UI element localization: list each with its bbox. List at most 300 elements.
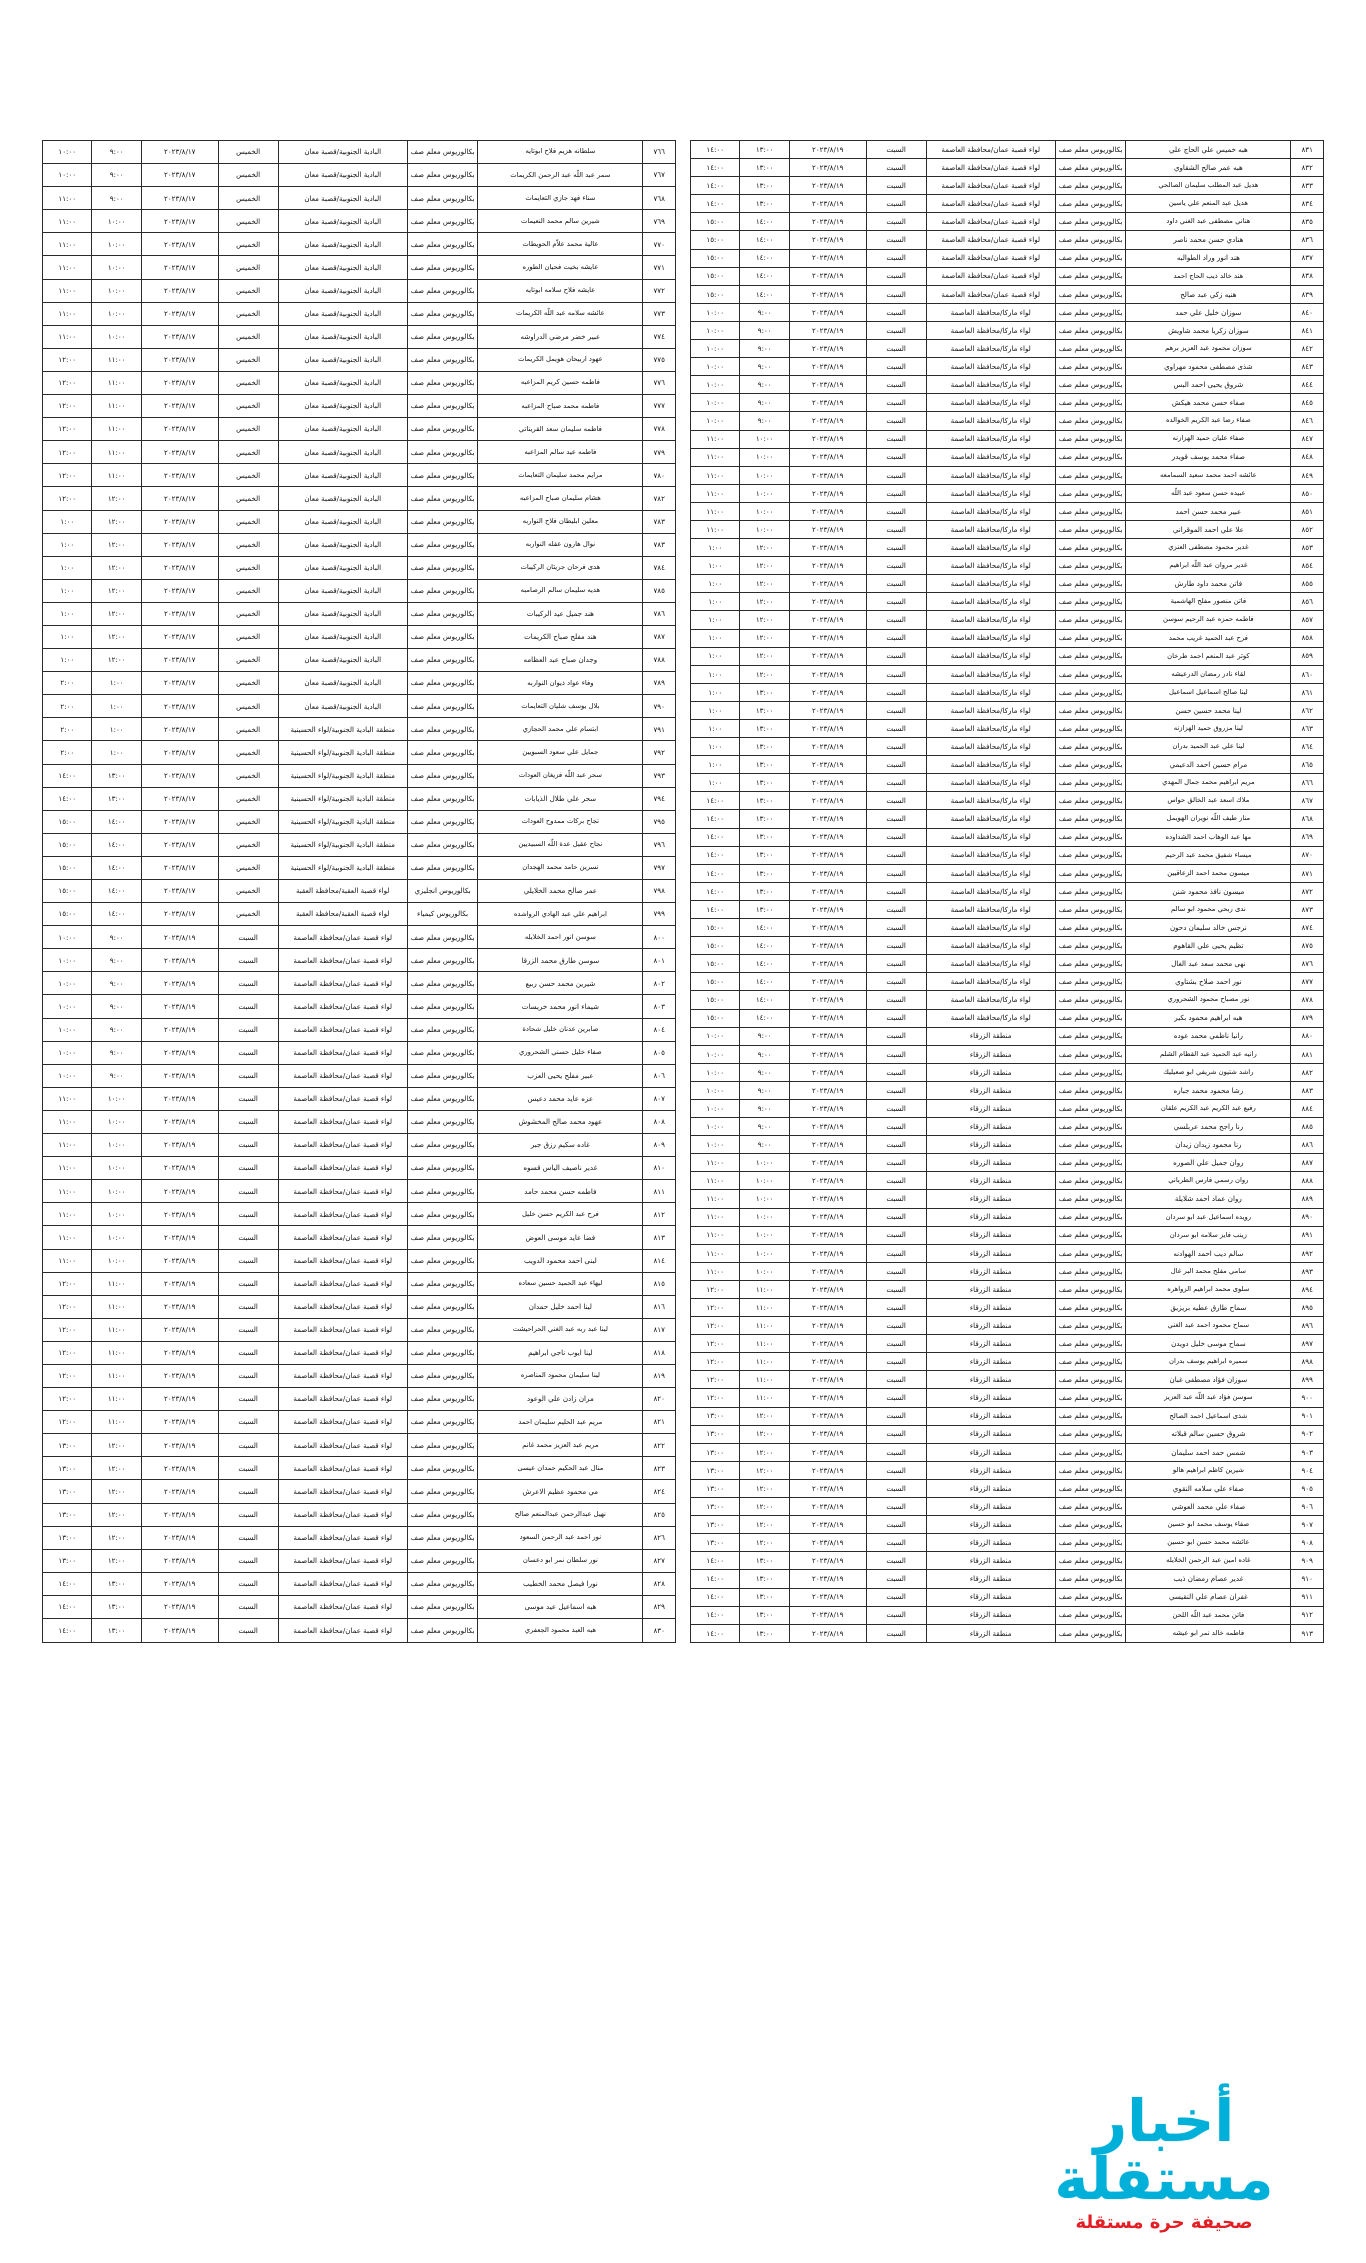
table-row bbox=[691, 937, 1324, 955]
cell-cert: بكالوريوس معلم صف bbox=[1055, 1208, 1125, 1226]
table-row bbox=[43, 464, 676, 487]
cell-name: روان رسمي فارس الطرباني bbox=[1126, 1172, 1291, 1190]
cell-t1: ١:٠٠ bbox=[691, 756, 740, 774]
cell-t2: ١٢:٠٠ bbox=[740, 647, 789, 665]
cell-cert: بكالوريوس معلم صف bbox=[1055, 828, 1125, 846]
cell-date: ٢٠٢٣/٨/١٩ bbox=[789, 882, 866, 900]
cell-dir: لواء قصبة العقبة/محافظة العقبة bbox=[278, 903, 407, 926]
cell-t2: ١٢:٠٠ bbox=[740, 1443, 789, 1461]
table-row bbox=[691, 1262, 1324, 1280]
cell-t2: ١٤:٠٠ bbox=[740, 231, 789, 249]
cell-cert: بكالوريوس معلم صف bbox=[407, 995, 477, 1018]
cell-cert: بكالوريوس معلم صف bbox=[1055, 973, 1125, 991]
cell-no: ٧٧٠ bbox=[643, 233, 676, 256]
cell-day: الخميس bbox=[218, 325, 278, 348]
table-row bbox=[691, 557, 1324, 575]
cell-cert: بكالوريوس معلم صف bbox=[1055, 1317, 1125, 1335]
cell-t1: ١١:٠٠ bbox=[691, 1208, 740, 1226]
cell-date: ٢٠٢٣/٨/١٩ bbox=[789, 937, 866, 955]
table-row bbox=[691, 1516, 1324, 1534]
cell-dir: منطقة الزرقاء bbox=[926, 1190, 1055, 1208]
cell-no: ٧٨٢ bbox=[643, 487, 676, 510]
table-row bbox=[43, 949, 676, 972]
cell-cert: بكالوريوس معلم صف bbox=[407, 141, 477, 164]
cell-no: ٧٩٣ bbox=[643, 764, 676, 787]
cell-dir: لواء ماركا/محافظة العاصمة bbox=[926, 448, 1055, 466]
cell-no: ٨٦٣ bbox=[1291, 720, 1324, 738]
cell-cert: بكالوريوس معلم صف bbox=[407, 487, 477, 510]
cell-day: السبت bbox=[866, 1588, 926, 1606]
cell-day: الخميس bbox=[218, 256, 278, 279]
cell-day: الخميس bbox=[218, 672, 278, 695]
cell-cert: بكالوريوس معلم صف bbox=[407, 187, 477, 210]
cell-t2: ١٠:٠٠ bbox=[740, 1172, 789, 1190]
cell-no: ٧٧٣ bbox=[643, 302, 676, 325]
cell-t1: ١٤:٠٠ bbox=[691, 1588, 740, 1606]
cell-name: غدير محمود مصطفى العنزي bbox=[1126, 539, 1291, 557]
cell-day: السبت bbox=[866, 1244, 926, 1262]
cell-t1: ١١:٠٠ bbox=[691, 1244, 740, 1262]
cell-t1: ١٠:٠٠ bbox=[691, 340, 740, 358]
cell-cert: بكالوريوس معلم صف bbox=[407, 233, 477, 256]
cell-no: ٩٠٥ bbox=[1291, 1479, 1324, 1497]
cell-t2: ٩:٠٠ bbox=[92, 164, 141, 187]
cell-t2: ١١:٠٠ bbox=[92, 1388, 141, 1411]
cell-day: السبت bbox=[218, 1018, 278, 1041]
cell-no: ٨٧١ bbox=[1291, 864, 1324, 882]
cell-t1: ١١:٠٠ bbox=[691, 1262, 740, 1280]
cell-t2: ١٢:٠٠ bbox=[740, 1479, 789, 1497]
table-row bbox=[691, 303, 1324, 321]
cell-t1: ١١:٠٠ bbox=[691, 1172, 740, 1190]
cell-dir: لواء قصبة عمان/محافظة العاصمة bbox=[926, 267, 1055, 285]
cell-cert: بكالوريوس معلم صف bbox=[407, 533, 477, 556]
cell-t2: ١٠:٠٠ bbox=[92, 1157, 141, 1180]
cell-cert: بكالوريوس معلم صف bbox=[1055, 882, 1125, 900]
cell-name: رويده اسماعيل عبد ابو سردان bbox=[1126, 1208, 1291, 1226]
cell-date: ٢٠٢٣/٨/١٩ bbox=[789, 683, 866, 701]
table-row bbox=[43, 556, 676, 579]
cell-dir: منطقة الزرقاء bbox=[926, 1226, 1055, 1244]
cell-dir: منطقة الزرقاء bbox=[926, 1335, 1055, 1353]
cell-t1: ١٣:٠٠ bbox=[691, 1461, 740, 1479]
cell-t1: ١:٠٠ bbox=[691, 647, 740, 665]
cell-cert: بكالوريوس معلم صف bbox=[1055, 412, 1125, 430]
table-row bbox=[691, 141, 1324, 159]
cell-date: ٢٠٢٣/٨/١٩ bbox=[141, 1041, 218, 1064]
cell-cert: بكالوريوس معلم صف bbox=[1055, 502, 1125, 520]
cell-cert: بكالوريوس معلم صف bbox=[407, 1087, 477, 1110]
cell-t1: ١٢:٠٠ bbox=[691, 1389, 740, 1407]
cell-date: ٢٠٢٣/٨/١٩ bbox=[141, 1226, 218, 1249]
cell-no: ٨٢٧ bbox=[643, 1549, 676, 1572]
cell-t2: ١٤:٠٠ bbox=[92, 856, 141, 879]
cell-no: ٨٣٨ bbox=[1291, 267, 1324, 285]
cell-cert: بكالوريوس معلم صف bbox=[407, 718, 477, 741]
cell-date: ٢٠٢٣/٨/١٧ bbox=[141, 441, 218, 464]
cell-cert: بكالوريوس معلم صف bbox=[407, 833, 477, 856]
table-row bbox=[691, 1317, 1324, 1335]
cell-day: السبت bbox=[866, 1335, 926, 1353]
cell-dir: البادية الجنوبية/قصبة معان bbox=[278, 164, 407, 187]
cell-date: ٢٠٢٣/٨/١٩ bbox=[789, 955, 866, 973]
cell-t1: ١٤:٠٠ bbox=[691, 810, 740, 828]
cell-date: ٢٠٢٣/٨/١٩ bbox=[141, 1388, 218, 1411]
cell-t2: ١٣:٠٠ bbox=[740, 864, 789, 882]
cell-dir: منطقة الزرقاء bbox=[926, 1407, 1055, 1425]
table-row bbox=[43, 1318, 676, 1341]
table-row bbox=[43, 1572, 676, 1595]
table-row bbox=[43, 141, 676, 164]
cell-no: ٨٦٤ bbox=[1291, 738, 1324, 756]
cell-day: السبت bbox=[218, 1595, 278, 1618]
cell-dir: منطقة الزرقاء bbox=[926, 1425, 1055, 1443]
cell-t1: ١٠:٠٠ bbox=[691, 1118, 740, 1136]
cell-date: ٢٠٢٣/٨/١٧ bbox=[141, 556, 218, 579]
table-row bbox=[43, 533, 676, 556]
cell-name: هدى فرحان جريثان الركيبات bbox=[478, 556, 643, 579]
cell-t1: ١٠:٠٠ bbox=[691, 412, 740, 430]
cell-t1: ١٤:٠٠ bbox=[691, 195, 740, 213]
cell-t2: ١٠:٠٠ bbox=[92, 302, 141, 325]
cell-day: السبت bbox=[866, 1208, 926, 1226]
cell-day: الخميس bbox=[218, 164, 278, 187]
table-row bbox=[691, 828, 1324, 846]
cell-date: ٢٠٢٣/٨/١٩ bbox=[789, 629, 866, 647]
cell-date: ٢٠٢٣/٨/١٩ bbox=[789, 720, 866, 738]
cell-t1: ١٣:٠٠ bbox=[43, 1457, 92, 1480]
cell-no: ٨١٥ bbox=[643, 1272, 676, 1295]
cell-cert: بكالوريوس معلم صف bbox=[407, 1157, 477, 1180]
cell-cert: بكالوريوس معلم صف bbox=[407, 672, 477, 695]
cell-name: فاطمه عيد سالم المزاعبه bbox=[478, 441, 643, 464]
cell-date: ٢٠٢٣/٨/١٧ bbox=[141, 718, 218, 741]
cell-date: ٢٠٢٣/٨/١٩ bbox=[789, 1588, 866, 1606]
cell-cert: بكالوريوس معلم صف bbox=[407, 371, 477, 394]
table-row bbox=[43, 787, 676, 810]
cell-day: السبت bbox=[866, 756, 926, 774]
cell-cert: بكالوريوس معلم صف bbox=[1055, 937, 1125, 955]
cell-dir: لواء قصبة عمان/محافظة العاصمة bbox=[278, 1157, 407, 1180]
cell-cert: بكالوريوس معلم صف bbox=[1055, 1063, 1125, 1081]
cell-dir: لواء ماركا/محافظة العاصمة bbox=[926, 919, 1055, 937]
cell-name: عبير محمد حسن احمد bbox=[1126, 502, 1291, 520]
cell-day: السبت bbox=[866, 937, 926, 955]
cell-date: ٢٠٢٣/٨/١٩ bbox=[789, 647, 866, 665]
cell-t1: ١٥:٠٠ bbox=[691, 213, 740, 231]
cell-dir: لواء ماركا/محافظة العاصمة bbox=[926, 557, 1055, 575]
cell-cert: بكالوريوس معلم صف bbox=[1055, 1081, 1125, 1099]
cell-day: السبت bbox=[866, 919, 926, 937]
cell-no: ٧٨٧ bbox=[643, 625, 676, 648]
cell-cert: بكالوريوس معلم صف bbox=[407, 625, 477, 648]
table-row bbox=[691, 394, 1324, 412]
cell-cert: بكالوريوس معلم صف bbox=[407, 972, 477, 995]
cell-no: ٧٩١ bbox=[643, 718, 676, 741]
table-row bbox=[43, 441, 676, 464]
cell-name: ابتسام علي محمد الحجازي bbox=[478, 718, 643, 741]
cell-dir: لواء ماركا/محافظة العاصمة bbox=[926, 321, 1055, 339]
cell-date: ٢٠٢٣/٨/١٧ bbox=[141, 880, 218, 903]
table-row bbox=[43, 1295, 676, 1318]
cell-t1: ١٠:٠٠ bbox=[43, 1041, 92, 1064]
table-row bbox=[43, 1341, 676, 1364]
cell-dir: منطقة الزرقاء bbox=[926, 1443, 1055, 1461]
table-row bbox=[691, 1099, 1324, 1117]
cell-name: شذى مصطفى محمود مهراوي bbox=[1126, 358, 1291, 376]
table-row bbox=[691, 539, 1324, 557]
cell-dir: البادية الجنوبية/قصبة معان bbox=[278, 325, 407, 348]
cell-no: ٧٨٥ bbox=[643, 579, 676, 602]
cell-t1: ١٤:٠٠ bbox=[691, 792, 740, 810]
cell-t1: ١٠:٠٠ bbox=[691, 358, 740, 376]
cell-day: السبت bbox=[866, 195, 926, 213]
cell-cert: بكالوريوس معلم صف bbox=[407, 1526, 477, 1549]
cell-cert: بكالوريوس معلم صف bbox=[1055, 738, 1125, 756]
cell-cert: بكالوريوس معلم صف bbox=[407, 1064, 477, 1087]
cell-day: السبت bbox=[866, 1063, 926, 1081]
cell-cert: بكالوريوس معلم صف bbox=[407, 787, 477, 810]
cell-dir: لواء ماركا/محافظة العاصمة bbox=[926, 738, 1055, 756]
cell-day: السبت bbox=[866, 1425, 926, 1443]
cell-date: ٢٠٢٣/٨/١٩ bbox=[141, 1295, 218, 1318]
cell-date: ٢٠٢٣/٨/١٧ bbox=[141, 810, 218, 833]
cell-day: السبت bbox=[866, 647, 926, 665]
cell-cert: بكالوريوس معلم صف bbox=[407, 441, 477, 464]
cell-dir: لواء ماركا/محافظة العاصمة bbox=[926, 629, 1055, 647]
cell-t2: ١٠:٠٠ bbox=[92, 1180, 141, 1203]
cell-t1: ١٤:٠٠ bbox=[43, 1595, 92, 1618]
cell-no: ٩٠٣ bbox=[1291, 1443, 1324, 1461]
cell-cert: بكالوريوس معلم صف bbox=[1055, 466, 1125, 484]
cell-date: ٢٠٢٣/٨/١٧ bbox=[141, 348, 218, 371]
cell-date: ٢٠٢٣/٨/١٩ bbox=[141, 1064, 218, 1087]
cell-dir: البادية الجنوبية/قصبة معان bbox=[278, 141, 407, 164]
cell-date: ٢٠٢٣/٨/١٩ bbox=[789, 774, 866, 792]
cell-name: فضا عايد موسى العوض bbox=[478, 1226, 643, 1249]
cell-dir: لواء قصبة عمان/محافظة العاصمة bbox=[278, 1018, 407, 1041]
cell-date: ٢٠٢٣/٨/١٩ bbox=[789, 557, 866, 575]
cell-no: ٨٤٠ bbox=[1291, 303, 1324, 321]
cell-cert: بكالوريوس معلم صف bbox=[407, 1411, 477, 1434]
cell-dir: منطقة الزرقاء bbox=[926, 1280, 1055, 1298]
cell-dir: لواء قصبة عمان/محافظة العاصمة bbox=[926, 195, 1055, 213]
cell-day: السبت bbox=[866, 991, 926, 1009]
cell-name: منال عبد الحكيم حمدان عيسى bbox=[478, 1457, 643, 1480]
cell-date: ٢٠٢٣/٨/١٩ bbox=[789, 1534, 866, 1552]
cell-t1: ١٠:٠٠ bbox=[43, 141, 92, 164]
cell-name: راشد شتيون شريفي ابو صعيليك bbox=[1126, 1063, 1291, 1081]
cell-dir: منطقة الزرقاء bbox=[926, 1136, 1055, 1154]
cell-t1: ١٢:٠٠ bbox=[43, 371, 92, 394]
cell-day: السبت bbox=[218, 1203, 278, 1226]
cell-date: ٢٠٢٣/٨/١٩ bbox=[789, 1552, 866, 1570]
cell-t2: ٩:٠٠ bbox=[740, 1099, 789, 1117]
cell-no: ٨٢٥ bbox=[643, 1503, 676, 1526]
cell-day: السبت bbox=[866, 973, 926, 991]
cell-date: ٢٠٢٣/٨/١٩ bbox=[789, 1371, 866, 1389]
cell-no: ٨١٢ bbox=[643, 1203, 676, 1226]
cell-no: ٨٣١ bbox=[1291, 141, 1324, 159]
cell-day: السبت bbox=[866, 321, 926, 339]
cell-cert: بكالوريوس معلم صف bbox=[1055, 1353, 1125, 1371]
cell-dir: لواء قصبة عمان/محافظة العاصمة bbox=[278, 972, 407, 995]
cell-name: رنا راجح محمد عربلسي bbox=[1126, 1118, 1291, 1136]
cell-date: ٢٠٢٣/٨/١٩ bbox=[789, 303, 866, 321]
cell-no: ٨٠٩ bbox=[643, 1134, 676, 1157]
cell-cert: بكالوريوس معلم صف bbox=[1055, 557, 1125, 575]
cell-t1: ١٤:٠٠ bbox=[43, 1619, 92, 1643]
cell-dir: لواء قصبة عمان/محافظة العاصمة bbox=[278, 1041, 407, 1064]
cell-t1: ١:٠٠ bbox=[691, 593, 740, 611]
cell-t1: ١٠:٠٠ bbox=[43, 972, 92, 995]
cell-cert: بكالوريوس معلم صف bbox=[1055, 864, 1125, 882]
cell-day: السبت bbox=[866, 629, 926, 647]
cell-date: ٢٠٢٣/٨/١٩ bbox=[789, 159, 866, 177]
cell-name: تظيم يحيى علي القاهوم bbox=[1126, 937, 1291, 955]
cell-cert: بكالوريوس معلم صف bbox=[1055, 285, 1125, 303]
cell-name: نوال هارون عقله النواربه bbox=[478, 533, 643, 556]
cell-cert: بكالوريوس معلم صف bbox=[407, 1226, 477, 1249]
cell-date: ٢٠٢٣/٨/١٧ bbox=[141, 487, 218, 510]
cell-date: ٢٠٢٣/٨/١٩ bbox=[141, 1249, 218, 1272]
cell-no: ٨٥٣ bbox=[1291, 539, 1324, 557]
table-row bbox=[691, 575, 1324, 593]
cell-no: ٨٩٢ bbox=[1291, 1244, 1324, 1262]
cell-no: ٨٧٢ bbox=[1291, 882, 1324, 900]
cell-no: ٧٧١ bbox=[643, 256, 676, 279]
cell-t2: ١٤:٠٠ bbox=[740, 267, 789, 285]
cell-name: وفاء عواد ذيوان النواربه bbox=[478, 672, 643, 695]
cell-t2: ٩:٠٠ bbox=[92, 926, 141, 949]
cell-t1: ١:٠٠ bbox=[691, 683, 740, 701]
cell-t2: ١٢:٠٠ bbox=[92, 625, 141, 648]
cell-dir: لواء قصبة عمان/محافظة العاصمة bbox=[278, 1572, 407, 1595]
cell-dir: لواء ماركا/محافظة العاصمة bbox=[926, 593, 1055, 611]
cell-no: ٧٨٨ bbox=[643, 649, 676, 672]
cell-t2: ١١:٠٠ bbox=[92, 371, 141, 394]
cell-t1: ١١:٠٠ bbox=[691, 502, 740, 520]
cell-no: ٨٢٢ bbox=[643, 1434, 676, 1457]
table-row bbox=[691, 285, 1324, 303]
cell-t2: ١٢:٠٠ bbox=[740, 539, 789, 557]
cell-no: ٨٤١ bbox=[1291, 321, 1324, 339]
cell-dir: منطقة الزرقاء bbox=[926, 1208, 1055, 1226]
cell-t1: ١١:٠٠ bbox=[43, 233, 92, 256]
cell-no: ٨٦٧ bbox=[1291, 792, 1324, 810]
cell-no: ٨٣٧ bbox=[1291, 249, 1324, 267]
cell-t1: ١:٠٠ bbox=[691, 701, 740, 719]
cell-cert: بكالوريوس معلم صف bbox=[1055, 430, 1125, 448]
cell-name: سوسن فؤاد عبد اللّه عبد العزيز bbox=[1126, 1389, 1291, 1407]
cell-day: الخميس bbox=[218, 395, 278, 418]
cell-cert: بكالوريوس معلم صف bbox=[407, 325, 477, 348]
cell-name: صفاء عليان حميد الهزازنه bbox=[1126, 430, 1291, 448]
cell-day: السبت bbox=[866, 1443, 926, 1461]
cell-date: ٢٠٢٣/٨/١٩ bbox=[141, 1180, 218, 1203]
cell-t1: ١٢:٠٠ bbox=[691, 1371, 740, 1389]
cell-day: السبت bbox=[866, 502, 926, 520]
cell-dir: لواء قصبة عمان/محافظة العاصمة bbox=[926, 177, 1055, 195]
cell-day: السبت bbox=[218, 1087, 278, 1110]
cell-t1: ١٠:٠٠ bbox=[691, 1136, 740, 1154]
cell-t2: ١١:٠٠ bbox=[740, 1317, 789, 1335]
cell-day: الخميس bbox=[218, 187, 278, 210]
table-row bbox=[43, 1249, 676, 1272]
table-row bbox=[691, 1009, 1324, 1027]
cell-cert: بكالوريوس معلم صف bbox=[1055, 1461, 1125, 1479]
cell-date: ٢٠٢٣/٨/١٧ bbox=[141, 371, 218, 394]
cell-name: هديل عبد المنعم علي ياسين bbox=[1126, 195, 1291, 213]
cell-name: مريم عبد الحليم سليمان احمد bbox=[478, 1411, 643, 1434]
cell-cert: بكالوريوس معلم صف bbox=[407, 1619, 477, 1643]
table-row bbox=[691, 991, 1324, 1009]
cell-t1: ١١:٠٠ bbox=[43, 279, 92, 302]
table-row bbox=[43, 672, 676, 695]
cell-dir: البادية الجنوبية/قصبة معان bbox=[278, 256, 407, 279]
cell-dir: لواء قصبة عمان/محافظة العاصمة bbox=[926, 213, 1055, 231]
cell-day: السبت bbox=[866, 683, 926, 701]
cell-dir: البادية الجنوبية/قصبة معان bbox=[278, 233, 407, 256]
cell-day: الخميس bbox=[218, 279, 278, 302]
cell-cert: بكالوريوس معلم صف bbox=[407, 1595, 477, 1618]
cell-name: صفاء حسن محمد هيكش bbox=[1126, 394, 1291, 412]
cell-dir: منطقة الزرقاء bbox=[926, 1479, 1055, 1497]
cell-t1: ١١:٠٠ bbox=[43, 1180, 92, 1203]
table-row bbox=[43, 926, 676, 949]
cell-day: السبت bbox=[218, 1526, 278, 1549]
table-row bbox=[691, 629, 1324, 647]
cell-t2: ١٣:٠٠ bbox=[740, 774, 789, 792]
cell-t1: ١١:٠٠ bbox=[43, 1203, 92, 1226]
cell-cert: بكالوريوس معلم صف bbox=[1055, 792, 1125, 810]
table-row bbox=[691, 1353, 1324, 1371]
cell-dir: لواء قصبة عمان/محافظة العاصمة bbox=[278, 1595, 407, 1618]
table-row bbox=[691, 1226, 1324, 1244]
cell-date: ٢٠٢٣/٨/١٧ bbox=[141, 418, 218, 441]
cell-date: ٢٠٢٣/٨/١٧ bbox=[141, 672, 218, 695]
cell-date: ٢٠٢٣/٨/١٩ bbox=[789, 756, 866, 774]
cell-t1: ١٤:٠٠ bbox=[691, 1606, 740, 1624]
cell-date: ٢٠٢٣/٨/١٩ bbox=[141, 1434, 218, 1457]
cell-day: الخميس bbox=[218, 695, 278, 718]
cell-dir: لواء ماركا/محافظة العاصمة bbox=[926, 611, 1055, 629]
cell-no: ٧٩٤ bbox=[643, 787, 676, 810]
cell-name: رانيه عبد الحميد عبد القطام الشلم bbox=[1126, 1045, 1291, 1063]
cell-day: السبت bbox=[866, 1009, 926, 1027]
cell-cert: بكالوريوس معلم صف bbox=[407, 1272, 477, 1295]
cell-day: السبت bbox=[866, 1045, 926, 1063]
table-row bbox=[691, 159, 1324, 177]
cell-cert: بكالوريوس معلم صف bbox=[1055, 1244, 1125, 1262]
cell-date: ٢٠٢٣/٨/١٩ bbox=[789, 1136, 866, 1154]
cell-cert: بكالوريوس معلم صف bbox=[407, 1041, 477, 1064]
cell-t1: ١٢:٠٠ bbox=[43, 1411, 92, 1434]
cell-t1: ١٣:٠٠ bbox=[43, 1503, 92, 1526]
cell-day: السبت bbox=[866, 285, 926, 303]
cell-date: ٢٠٢٣/٨/١٧ bbox=[141, 233, 218, 256]
cell-dir: لواء قصبة عمان/محافظة العاصمة bbox=[278, 1295, 407, 1318]
cell-name: شروق حسين سالم قبلاته bbox=[1126, 1425, 1291, 1443]
cell-date: ٢٠٢٣/٨/١٩ bbox=[789, 575, 866, 593]
cell-day: السبت bbox=[218, 1434, 278, 1457]
table-row bbox=[691, 647, 1324, 665]
cell-no: ٨٩٠ bbox=[1291, 1208, 1324, 1226]
cell-date: ٢٠٢٣/٨/١٩ bbox=[789, 1244, 866, 1262]
cell-no: ٨١٨ bbox=[643, 1341, 676, 1364]
cell-cert: بكالوريوس معلم صف bbox=[1055, 394, 1125, 412]
cell-cert: بكالوريوس معلم صف bbox=[1055, 1479, 1125, 1497]
